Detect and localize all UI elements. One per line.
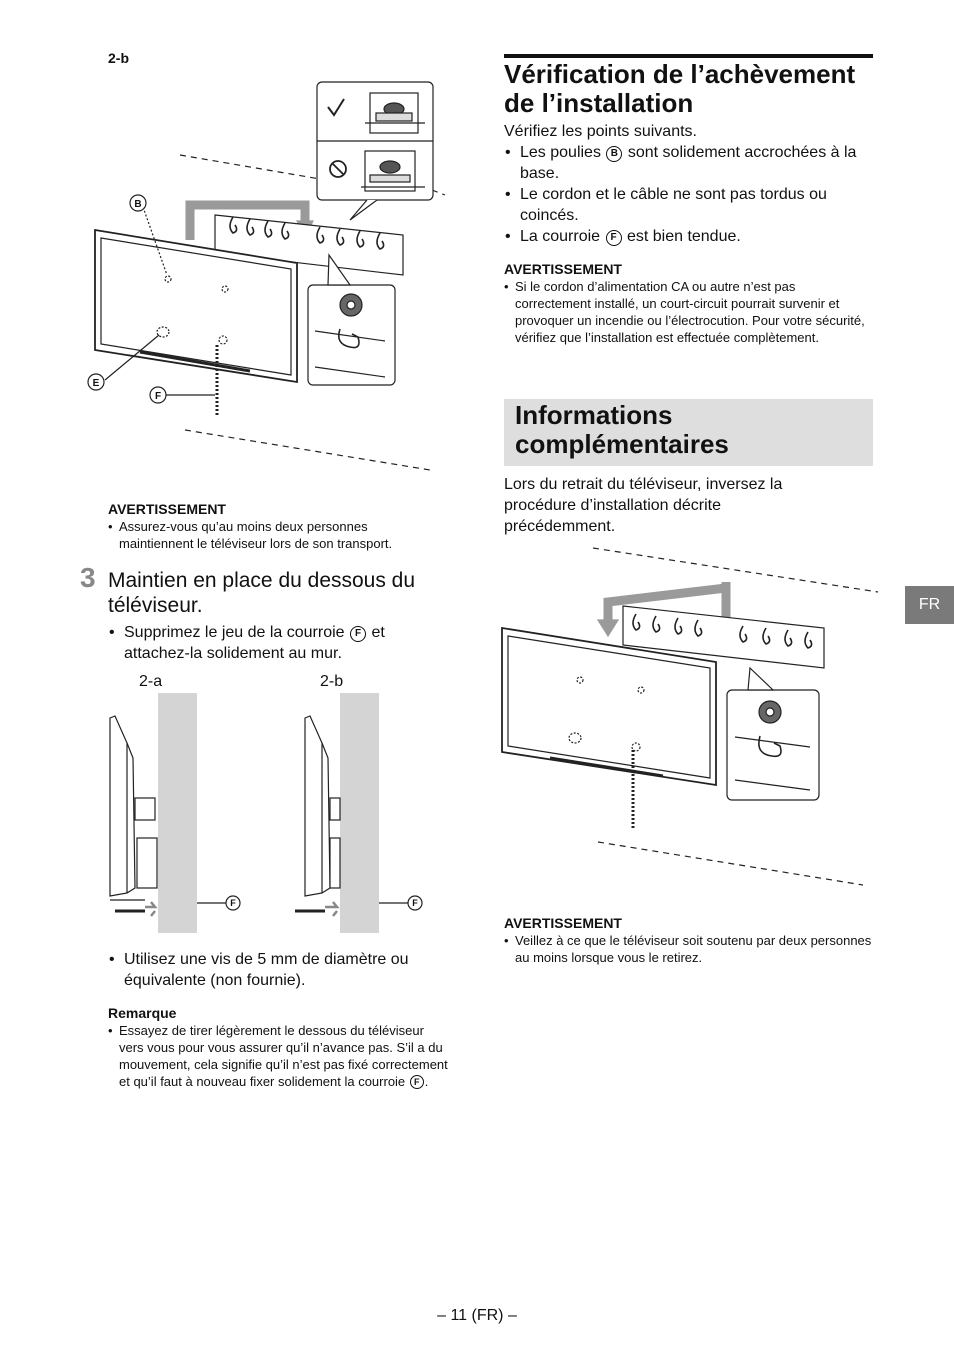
warning-item: • Assurez-vous qu’au moins deux personnes maintiennent le téléviseur lors de son transport. (108, 518, 438, 552)
figure-top-label: 2-b (108, 50, 129, 66)
screw-instructions (108, 949, 453, 991)
callout-f: F (154, 391, 162, 402)
strap-instruction: • Supprimez le jeu de la courroie F et attachez-la solidement au mur. (108, 622, 438, 664)
callout-f-inline: F (410, 1075, 424, 1089)
note-title: Remarque (108, 1005, 177, 1021)
check-item: • Le cordon et le câble ne sont pas tordus ou coincés. (504, 184, 876, 226)
page-number: – 11 (FR) – (437, 1307, 517, 1324)
wall-mount-hook-illustration (85, 75, 450, 475)
warning-transport (108, 501, 438, 552)
screw-instruction: • Utilisez une vis de 5 mm de diamètre ou équivalente (non fournie). (108, 949, 453, 991)
verification-checklist (504, 142, 876, 247)
callout-b-inline: B (606, 146, 622, 162)
warning-item: • Si le cordon d’alimentation CA ou autre n’est pas correctement installé, un court-circuit pourrait survenir et provoquer un incendie ou l’électrocution. Pour votre sécurité, vérifiez que l’installation est effectuée complètement. (504, 278, 874, 346)
removal-illustration (498, 540, 883, 895)
callout-e: E (92, 378, 100, 389)
warning-title: AVERTISSEMENT (108, 501, 226, 517)
warning-title: AVERTISSEMENT (504, 915, 622, 931)
callout-f-inline: F (350, 626, 366, 642)
warning-title: AVERTISSEMENT (504, 261, 622, 277)
callout-b: B (134, 199, 142, 210)
verification-intro: Vérifiez les points suivants. (504, 123, 697, 140)
step-number: 3 (80, 562, 96, 593)
fig-label-2b: 2-b (320, 673, 344, 690)
side-view-illustration (105, 688, 435, 938)
check-item: • Les poulies B sont solidement accrochées à la base. (504, 142, 876, 184)
step-title: Maintien en place du dessous du téléviseur. (108, 569, 416, 617)
callout-f-inline: F (606, 230, 622, 246)
note-block (108, 1005, 450, 1090)
warning-installation (504, 261, 874, 346)
step-instructions (108, 622, 438, 664)
info-text: Lors du retrait du téléviseur, inversez la procédure d’installation décrite précédemment. (504, 476, 783, 535)
fig-label-2a: 2-a (139, 673, 163, 690)
section-box-info (504, 399, 873, 466)
section-rule (504, 54, 873, 58)
language-tab: FR (905, 586, 954, 624)
warning-removal (504, 915, 874, 966)
warning-item: • Veillez à ce que le téléviseur soit soutenu par deux personnes au moins lorsque vous le retirez. (504, 932, 874, 966)
section-title-info: Informations complémentaires (515, 400, 729, 459)
check-item: • La courroie F est bien tendue. (504, 226, 876, 247)
callout-f-2b: F (412, 898, 418, 908)
section-title-verification: Vérification de l’achèvement de l’installation (504, 59, 856, 118)
callout-f-2a: F (230, 898, 236, 908)
note-item: • Essayez de tirer légèrement le dessous du téléviseur vers vous pour vous assurer qu’il n’avance pas. S’il a du mouvement, cela signifie qu’il n’est pas fixé correctement et qu’il faut à nouveau fixer solidement la courroie F . (108, 1022, 450, 1090)
